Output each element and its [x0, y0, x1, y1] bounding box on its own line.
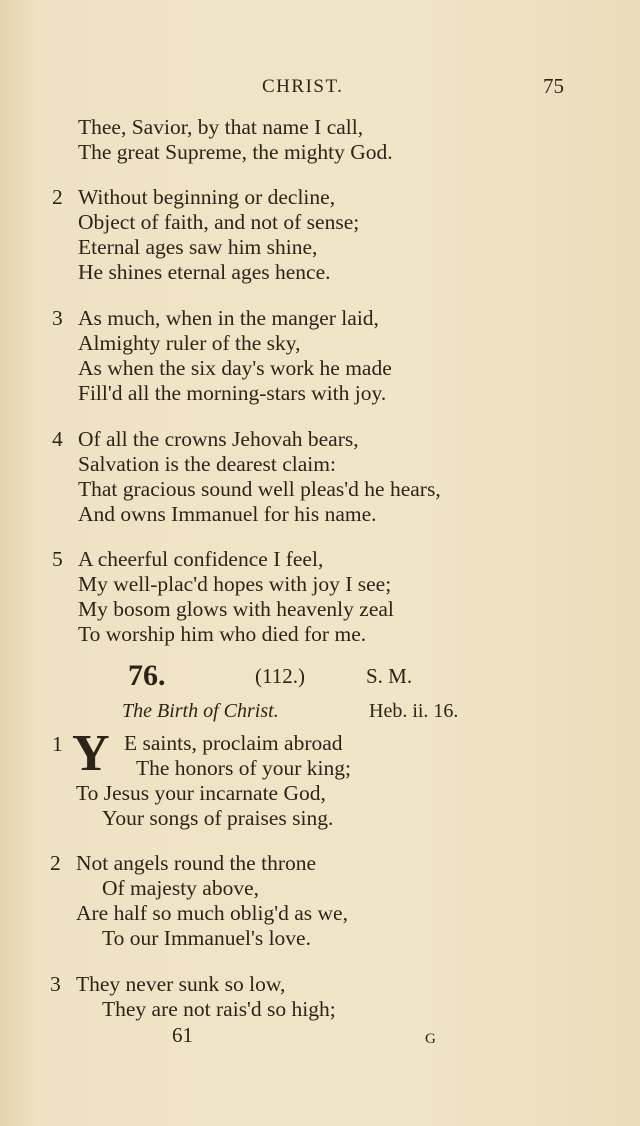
verse-line: As when the six day's work he made	[78, 356, 392, 380]
verse-line: The great Supreme, the mighty God.	[78, 140, 393, 164]
verse-line: That gracious sound well pleas'd he hears,	[78, 477, 441, 501]
stanza-number: 5	[52, 547, 63, 571]
signature-mark: G	[425, 1031, 436, 1047]
hymn-title-text: The Birth of Christ.	[122, 700, 279, 722]
hymn-number: 76.	[128, 659, 166, 692]
meter: S. M.	[366, 664, 413, 688]
verse-line: Eternal ages saw him shine,	[78, 235, 318, 259]
verse-line: Of all the crowns Jehovah bears,	[78, 427, 359, 451]
stanza-number: 2	[50, 851, 61, 875]
hymn-title	[122, 700, 279, 723]
verse-line: My bosom glows with heavenly zeal	[78, 597, 394, 621]
verse-line: The honors of your king;	[136, 756, 351, 780]
verse-line: As much, when in the manger laid,	[78, 306, 379, 330]
tune-reference: (112.)	[255, 664, 305, 688]
drop-cap: Y	[72, 725, 110, 782]
verse-line: Thee, Savior, by that name I call,	[78, 115, 364, 139]
verse-line: Almighty ruler of the sky,	[78, 331, 301, 355]
verse-line: To our Immanuel's love.	[102, 926, 311, 950]
stanza-number: 3	[50, 972, 61, 996]
stanza-number: 3	[52, 306, 63, 330]
stanza-number: 1	[52, 732, 63, 756]
verse-line: Without beginning or decline,	[78, 185, 336, 209]
verse-line: And owns Immanuel for his name.	[78, 502, 377, 526]
verse-line: E saints, proclaim abroad	[124, 731, 343, 755]
stanza-number: 4	[52, 427, 63, 451]
verse-line: They never sunk so low,	[76, 972, 286, 996]
verse-line: A cheerful confidence I feel,	[78, 547, 324, 571]
verse-line: Salvation is the dearest claim:	[78, 452, 336, 476]
page-number: 75	[543, 74, 564, 98]
folio-number: 61	[172, 1023, 193, 1047]
verse-line: Not angels round the throne	[76, 851, 317, 875]
running-header-title: CHRIST.	[262, 76, 344, 97]
verse-line: Object of faith, and not of sense;	[78, 210, 360, 234]
verse-line: Fill'd all the morning-stars with joy.	[78, 381, 387, 405]
verse-line: To worship him who died for me.	[78, 622, 367, 646]
verse-line: My well-plac'd hopes with joy I see;	[78, 572, 392, 596]
verse-line: To Jesus your incarnate God,	[76, 781, 326, 805]
verse-line: They are not rais'd so high;	[102, 997, 336, 1021]
verse-line: Are half so much oblig'd as we,	[76, 901, 348, 925]
stanza-number: 2	[52, 185, 63, 209]
verse-line: Your songs of praises sing.	[102, 806, 334, 830]
verse-line: He shines eternal ages hence.	[78, 260, 331, 284]
scripture-reference: Heb. ii. 16.	[369, 700, 459, 722]
verse-line: Of majesty above,	[102, 876, 260, 900]
